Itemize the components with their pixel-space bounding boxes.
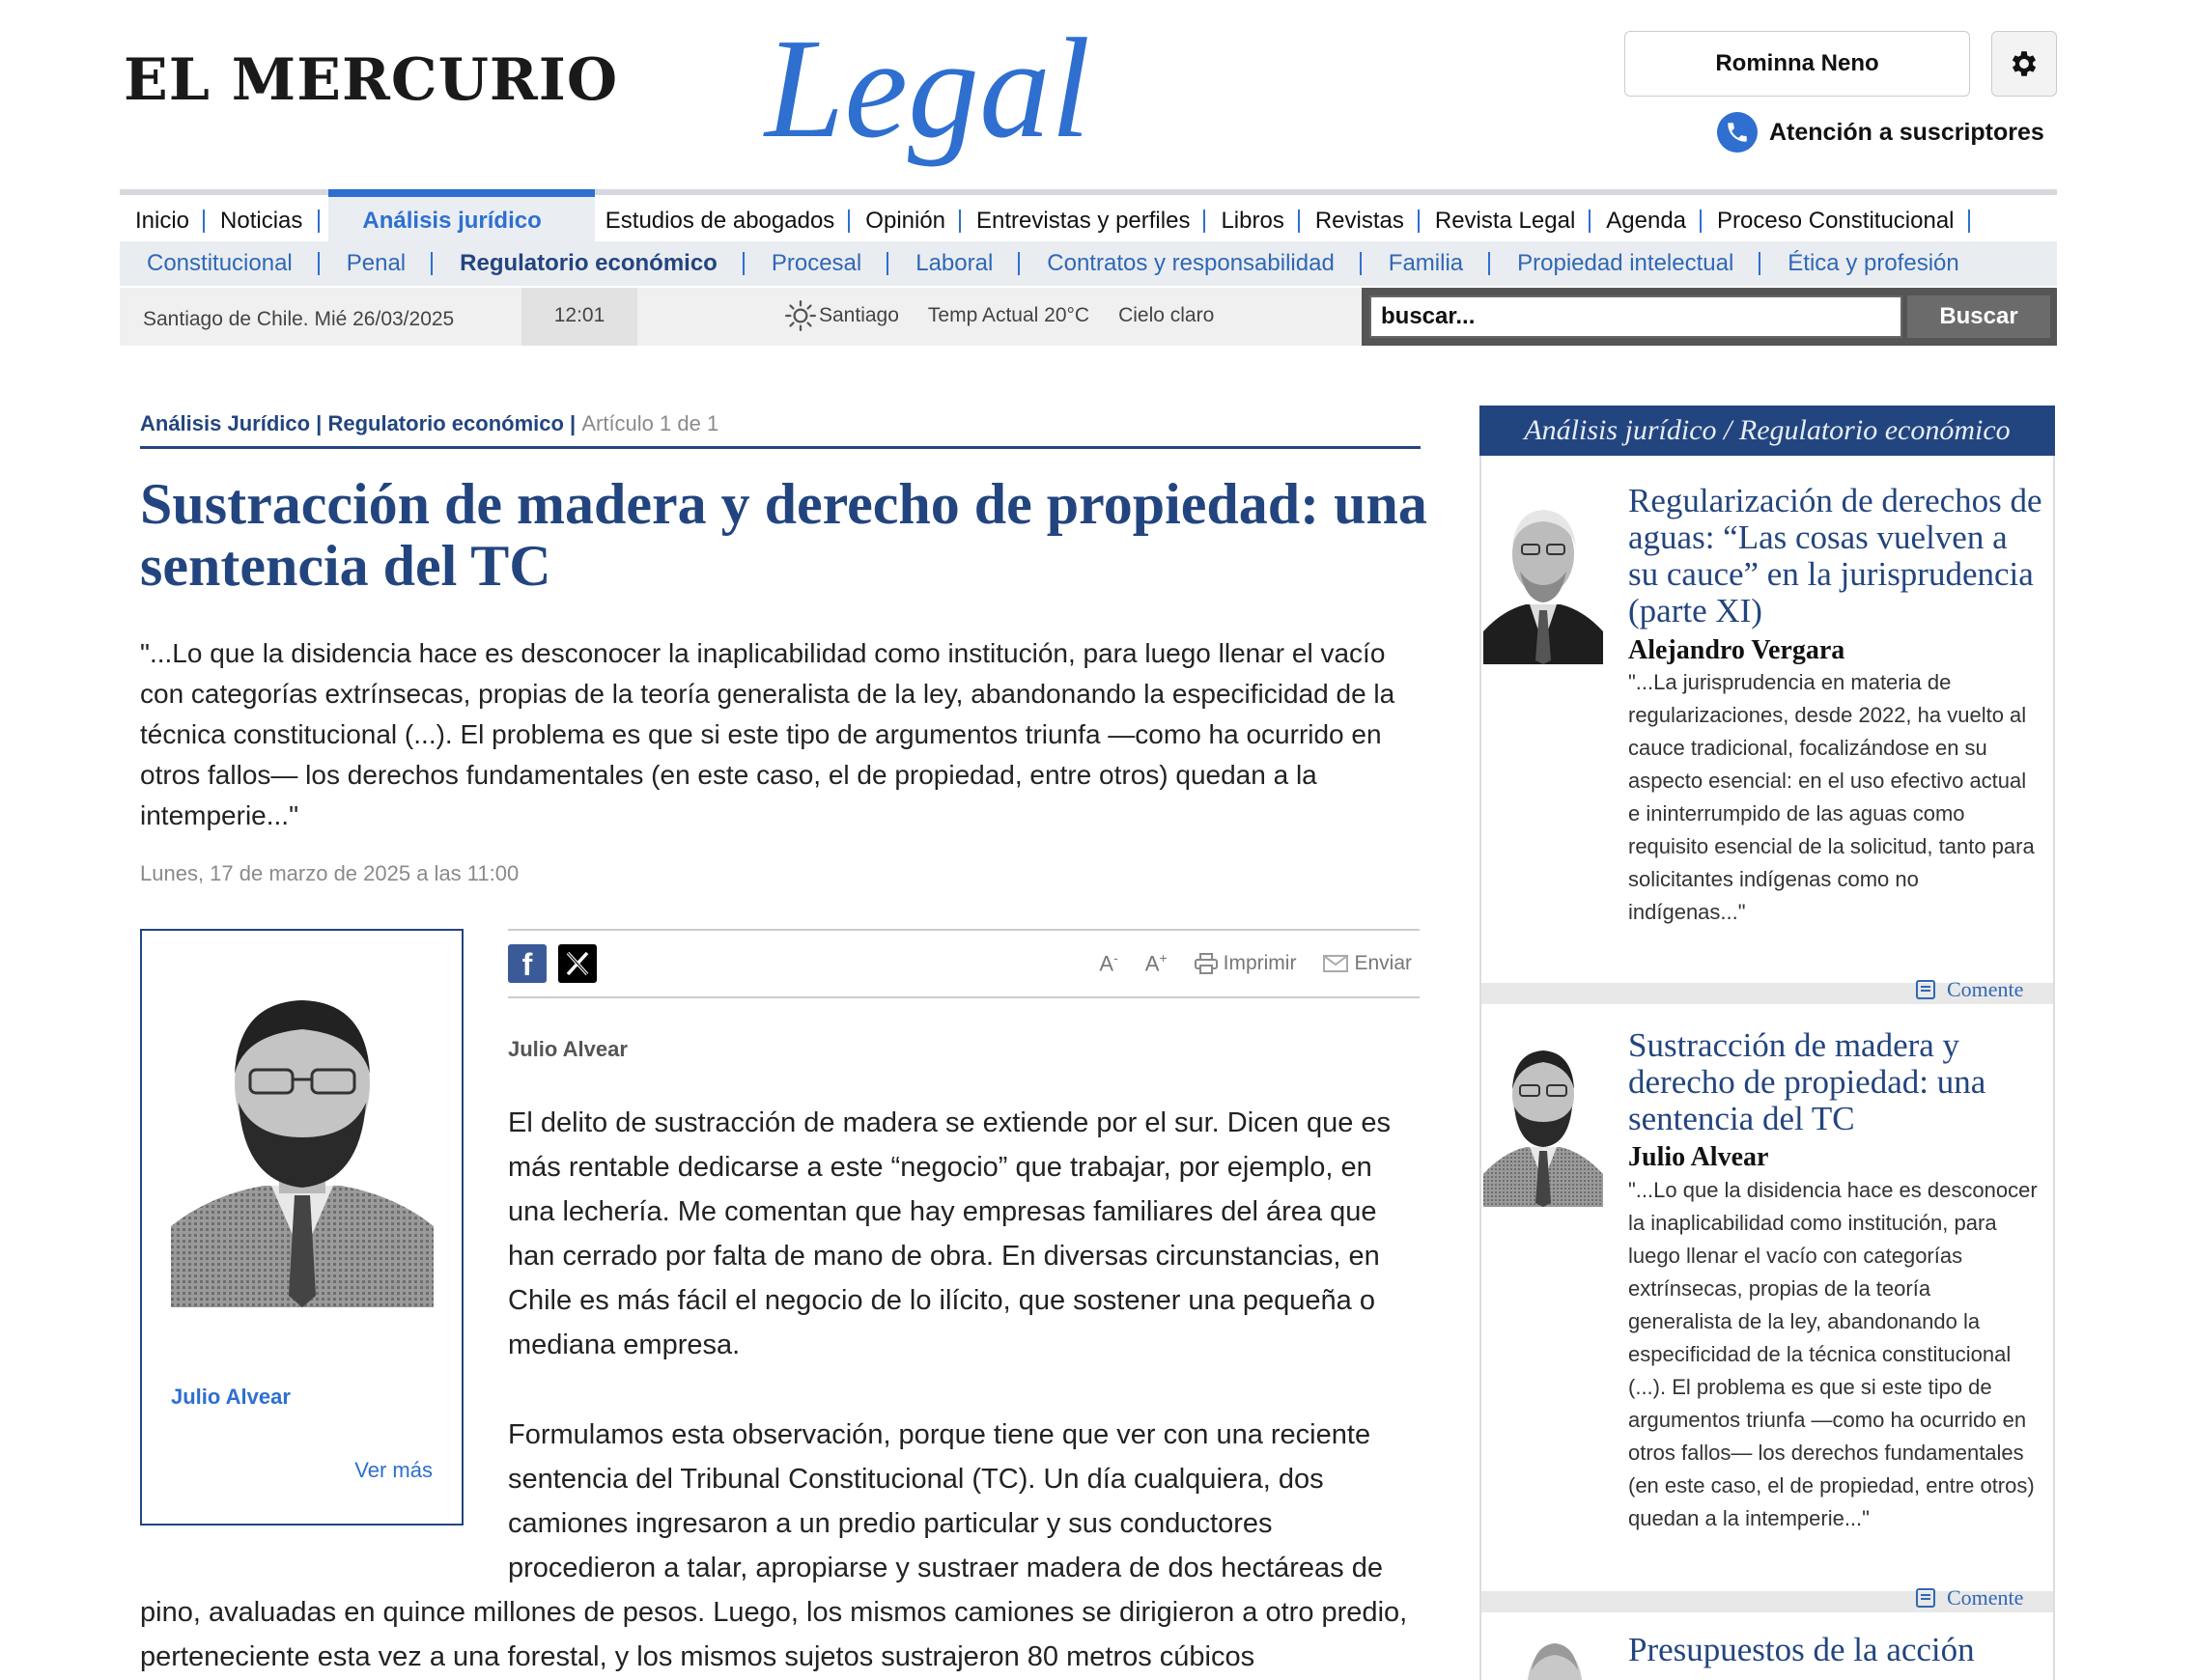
subnav-etica-y-profesion[interactable]: Ética y profesión	[1788, 250, 1959, 276]
font-decrease-button[interactable]: A-	[1099, 950, 1118, 976]
article-title: Sustracción de madera y derecho de propiedad: una sentencia del TC	[140, 472, 1427, 598]
article-lead: "...Lo que la disidencia hace es desconocer la inaplicabilidad como institución, para luego llenar el vacío con categorías extrínsecas, propias de la teoría generalista de la ley, abandonando la especificidad de la técnica constitucional (...). El problema es que si este tipo de argumentos triunfa —como ha ocurrido en otros fallos— los derechos fundamentales (en este caso, el de propiedad, entre otros) quedan a la intemperie..."	[140, 638, 1395, 830]
facebook-icon[interactable]: f	[508, 944, 547, 983]
article-paragraph: Formulamos esta observación, porque tiene que ver con una reciente sentencia del Tribunal Constitucional (TC). Un día cualquiera, dos camiones ingresaron a un predio particular y sus conductores procedieron a talar, apropiarse y sustraer madera de dos hectáreas de	[508, 1419, 1383, 1583]
sidebar-comment-link[interactable]	[1916, 1585, 2023, 1610]
x-twitter-icon[interactable]	[558, 944, 597, 983]
font-increase-button[interactable]: A+	[1144, 950, 1168, 976]
printer-icon	[1195, 953, 1218, 974]
author-more-link[interactable]: Ver más	[354, 1458, 433, 1482]
publication-date: Lunes, 17 de marzo de 2025 a las 11:00	[140, 861, 520, 885]
weather-temperature: Temp Actual 20°C	[927, 304, 1090, 326]
send-button[interactable]	[1323, 952, 1412, 975]
breadcrumb-divider	[140, 446, 1421, 449]
subnav-constitucional[interactable]: Constitucional	[131, 241, 320, 286]
subnav-familia[interactable]: Familia	[1362, 241, 1490, 286]
sidebar-item-title[interactable]: Regularización de derechos de aguas: “Las cosas vuelven a su cauce” en la jurisprudencia (parte XI)	[1628, 482, 2042, 630]
comment-label: Comente	[1947, 1585, 2024, 1610]
nav-libros[interactable]: Libros	[1205, 195, 1299, 241]
search-button[interactable]: Buscar	[1907, 295, 2050, 338]
article-paragraph: pino, avaluadas en quince millones de pesos. Luego, los mismos camiones se dirigieron a otro predio, perteneciente esta vez a una forestal, y los mismos sujetos sustrajeron 80 metros cúbicos	[140, 1597, 1408, 1672]
nav-analisis-juridico[interactable]: Análisis jurídico	[362, 208, 542, 234]
comment-label: Comente	[1947, 977, 2024, 1001]
support-label: Atención a suscriptores	[1769, 118, 2044, 146]
nav-agenda[interactable]: Agenda	[1591, 195, 1702, 241]
sidebar-item-excerpt: "...Lo que la disidencia hace es desconocer la inaplicabilidad como institución, para luego llenar el vacío con categorías extrínsecas, propias de la teoría generalista de la ley, abandonando la especificidad de la técnica constitucional (...). El problema es que si este tipo de argumentos triunfa —como ha ocurrido en otros fallos— los derechos fundamentales (en este caso, el de propiedad, entre otros) quedan a la intemperie..."	[1628, 1178, 2038, 1530]
sidebar-item-title[interactable]: Sustracción de madera y derecho de propiedad: una sentencia del TC	[1628, 1026, 1986, 1137]
nav-proceso-constitucional[interactable]: Proceso Constitucional	[1702, 195, 1969, 241]
main-navigation	[120, 195, 2057, 241]
nav-opinion[interactable]: Opinión	[850, 195, 961, 241]
article-count: Artículo 1 de 1	[581, 411, 719, 435]
comment-icon	[1916, 980, 1935, 999]
subnav-procesal[interactable]: Procesal	[745, 241, 888, 286]
weather-city: Santiago	[819, 304, 899, 326]
nav-noticias[interactable]: Noticias	[205, 195, 320, 241]
article-paragraph: El delito de sustracción de madera se extiende por el sur. Dicen que es más rentable dedicarse a este “negocio” que trabajar, por ejemplo, en una lechería. Me comentan que hay empresas familiares del área que han cerrado por falta de mano de obra. En diversas circunstancias, en Chile es más fácil el negocio de lo ilícito, que sostener una pequeña o mediana empresa.	[508, 1107, 1392, 1360]
breadcrumb-section[interactable]: Análisis Jurídico	[140, 411, 311, 435]
sidebar-author-photo[interactable]	[1483, 1033, 1603, 1207]
subnav-contratos-y-responsabilidad[interactable]: Contratos y responsabilidad	[1020, 241, 1362, 286]
search-input[interactable]	[1369, 295, 1902, 338]
share-toolbar	[508, 929, 1420, 998]
print-button[interactable]	[1195, 952, 1297, 975]
breadcrumb-separator: |	[563, 411, 582, 435]
author-box	[140, 929, 464, 1526]
sidebar-author-photo[interactable]	[1483, 490, 1603, 664]
sidebar-item-title[interactable]: Presupuestos de la acción	[1628, 1631, 1975, 1668]
article-byline: Julio Alvear	[508, 1037, 628, 1061]
print-label: Imprimir	[1223, 951, 1297, 974]
sidebar-item-author: Alejandro Vergara	[1628, 635, 1845, 665]
comment-icon	[1916, 1588, 1935, 1608]
sub-navigation	[120, 241, 2057, 286]
nav-revistas[interactable]: Revistas	[1300, 195, 1420, 241]
el-mercurio-logo[interactable]: EL MERCURIO	[124, 46, 619, 114]
settings-button[interactable]	[1991, 31, 2057, 97]
sidebar-comment-link[interactable]	[1916, 977, 2023, 1002]
phone-icon	[1717, 112, 1758, 153]
send-label: Enviar	[1354, 951, 1412, 974]
breadcrumb-separator: |	[310, 411, 328, 435]
breadcrumb-subsection[interactable]: Regulatorio económico	[327, 411, 564, 435]
legal-logo[interactable]: Legal	[765, 10, 1091, 168]
weather-sky: Cielo claro	[1118, 304, 1215, 326]
user-account-button[interactable]: Rominna Neno	[1624, 31, 1970, 97]
article-tools	[1099, 950, 1412, 976]
nav-inicio[interactable]: Inicio	[120, 195, 205, 241]
sidebar-header: Análisis jurídico / Regulatorio económico	[1479, 406, 2055, 456]
subscriber-support-link[interactable]	[1717, 112, 2044, 153]
author-box-name[interactable]: Julio Alvear	[171, 1385, 291, 1409]
nav-estudios-de-abogados[interactable]: Estudios de abogados	[584, 195, 851, 241]
current-time: 12:01	[521, 288, 637, 346]
sidebar-item-excerpt: "...La jurisprudencia en materia de regularizaciones, desde 2022, ha vuelto al cauce tradicional, focalizándose en su aspecto esencial: en el uso efectivo actual e ininterrumpido de las aguas como requisito esencial de la solicitud, tanto para solicitantes indígenas como no indígenas..."	[1628, 670, 2035, 924]
subnav-laboral[interactable]: Laboral	[888, 241, 1020, 286]
sun-icon	[784, 299, 817, 332]
gear-icon	[2008, 47, 2041, 80]
font-decrease-label: A	[1099, 951, 1114, 976]
subnav-regulatorio-economico[interactable]: Regulatorio económico	[433, 241, 745, 286]
sidebar-author-photo[interactable]	[1506, 1641, 1603, 1680]
subnav-penal[interactable]: Penal	[320, 241, 433, 286]
current-date: Santiago de Chile. Mié 26/03/2025	[143, 308, 455, 330]
envelope-icon	[1323, 955, 1348, 972]
subnav-propiedad-intelectual[interactable]: Propiedad intelectual	[1490, 241, 1760, 286]
nav-entrevistas-y-perfiles[interactable]: Entrevistas y perfiles	[961, 195, 1205, 241]
breadcrumb	[140, 411, 718, 436]
font-increase-label: A	[1144, 951, 1160, 976]
sidebar-item-author: Julio Alvear	[1628, 1142, 1769, 1172]
weather-widget	[784, 299, 1243, 332]
nav-revista-legal[interactable]: Revista Legal	[1420, 195, 1591, 241]
author-photo[interactable]	[171, 967, 434, 1307]
